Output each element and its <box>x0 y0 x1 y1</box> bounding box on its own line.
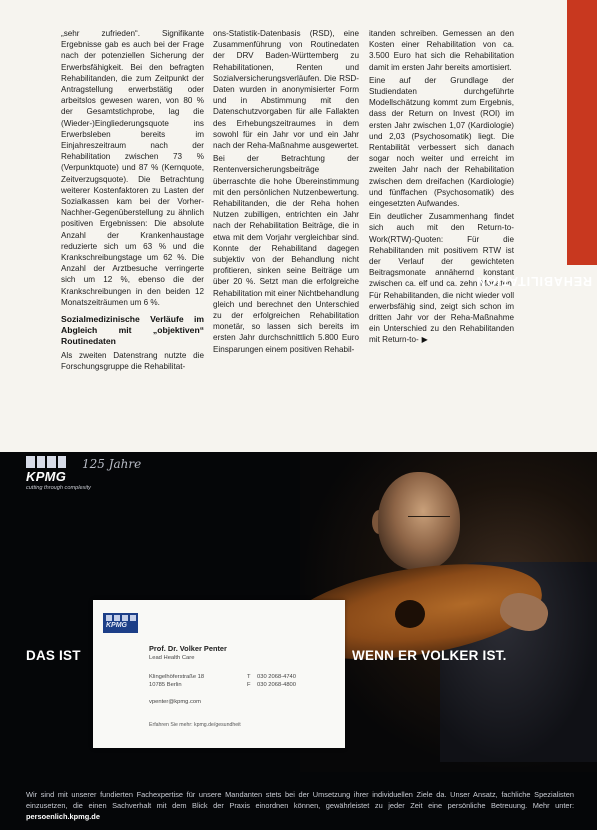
card-email: vpenter@kpmg.com <box>149 699 201 705</box>
article-paragraph: Als zweiten Datenstrang nutzte die Forschungsgruppe die Rehabilitat- <box>61 351 204 372</box>
ad-body-copy: Wir sind mit unserer fundierten Fachexpertise für unsere Mandanten stets bei der Umsetzung ihrer individuellen Ziele da. Unser Ansatz, fachliche Spezialisten einzusetzen, die einen Sachverhalt mit dem Blick der Praxis einordnen können, gewährleistet zu jeder Zeit eine persönliche Betreuung. Mehr unter: <box>26 790 574 810</box>
card-address-street: Klingelhöferstraße 18 <box>149 674 205 680</box>
glasses-image <box>408 516 450 522</box>
card-address-city: 10785 Berlin <box>149 682 182 688</box>
article-column-1 <box>61 28 204 374</box>
article-paragraph: ons-Statistik-Datenbasis (RSD), eine Zusammenführung von Routinedaten der DRV Baden-Württemberg zu Rehabilitationen, Renten und Sozialversicherungsverläufen. Die RSD-Daten wurden in anonymisierter Form und in Abstimmung mit den Datenschutzvorgaben für alle Fallakten des Erhebungszeitraumes in dem sowohl für ein Jahr vor und ein Jahr nach der Reha-Maßnahme ausgewertet. <box>213 29 359 151</box>
jubilee-signature: 125 Jahre <box>82 457 142 471</box>
article-paragraph: Eine auf der Grundlage der Studiendaten durchgeführte Modellschätzung kommt zum Ergebnis, dass der Return on Invest (ROI) im ersten Jahr zwischen 1,07 (Kardiologie) und 2,03 (Psychosomatik) liegt. Die Rentabilität verbessert sich danach sogar noch weiter und erreicht im zweiten Jahr nach der Rehabilitation zwischen dem dreifachen (Kardiologie) und fünffachen (Psychosomatik) des eingesetzten Aufwandes. <box>369 75 514 209</box>
article-column-3 <box>369 28 514 348</box>
headline-right: WENN ER VOLKER IST. <box>352 648 507 663</box>
card-tel: 030 2068-4740 <box>257 674 297 680</box>
ad-link[interactable]: persoenlich.kpmg.de <box>26 812 100 821</box>
article-paragraph: „sehr zufrieden“. Signifikante Ergebnisse gab es auch bei der Frage nach der potenziellen Sicherung der Erwerbsfähigkeit. Bei den befragten Rehabilitanden, die zum Zeitpunkt der Antragstellung erwerbstätig oder arbeitslos gewesen waren, von 80 % der Gesamtstichprobe, lag die (Wieder-)Eingliederungsquote ins Erwerbsleben bereits im Einjahreszeitraum nach der Rehabilitation zwischen 73 % (Verpunktquote) und 87 % (Kernquote, Zeitverzugsquote). Die Betrachtung weiterer Kostenfaktoren zu Lasten der Sozialkassen kam bei der Vorher-Nachher-Gegenüberstellung zu ähnlich positiven Ergebnissen: Die absolute Anzahl der Krankenhaustage reduzierte sich um 63 % und die Krankschreibungstage um 62 %. Die Anzahl der Arztbesuche verringerte sich um 12 %, ebenso die der Krankschreibungen in den beiden 12 Monatszeiträumen um 6 %. <box>61 29 204 307</box>
section-tab-rotator <box>475 223 592 288</box>
business-card <box>93 600 345 748</box>
card-kpmg-logo-icon <box>103 613 138 633</box>
card-tel-label: T <box>247 674 251 680</box>
card-fax-label: F <box>247 682 251 688</box>
card-fax: 030 2068-4800 <box>257 682 297 688</box>
card-name: Prof. Dr. Volker Penter <box>149 644 227 653</box>
article-column-2 <box>213 28 359 357</box>
article-subheading: Sozialmedizinische Verläufe im Abgleich mit „objektiven“ Routinedaten <box>61 314 204 347</box>
article-paragraph: itanden schreiben. Gemessen an den Kosten einer Rehabilitation von ca. 3.500 Euro hat sich die Rehabilitation damit im ersten Jahr bereits amortisiert. <box>369 29 514 72</box>
section-tab-label: REHABILITATION <box>475 274 592 288</box>
article-paragraph: Bei der Betrachtung der Rentenversicherungsbeiträge überraschte die hohe Übereinstimmung mit den persönlichen Nutzenbewertung. Rehabilitanden, die der Reha hohen Nutzen zubilligen, entrichten ein Jahr nach der Rehabilitation Beiträge, die in etwa mit dem Vorjahr vergleichbar sind. Konnte der Rehabilitand dagegen subjektiv von der Behandlung nicht profitieren, sinken seine Beiträge um über 20 %. Setzt man die erfolgreiche Rehabilitation mit einer Nichtbehandlung gleich und berechnet den Unterschied zu der erfolgreichen Rehabilitation monetär, so lassen sich bereits im ersten Jahr durchschnittlich 5.800 Euro Einsparungen einem positiven Rehabil- <box>213 154 359 354</box>
kpmg-logo-wordmark: KPMG <box>26 469 67 484</box>
continue-arrow-icon: ▶ <box>421 335 428 345</box>
article-paragraph-text: Ein deutlicher Zusammenhang findet sich auch mit den Return-to-Work(RTW)-Quoten: Für die Rehabilitanden mit positivem RTW ist der Verlauf der gewichteten Beitragsmonate annähernd konstant zwischen ca. elf und ca. zehn Monaten. Für Rehabilitanden, die nicht wieder voll erwerbsfähig sind, zeigt sich schon im dritten Jahr vor der Reha-Maßnahme ein Unterschied zu den Rehabilitanden mit Return-to- <box>369 212 514 345</box>
ad-body-text <box>26 789 574 822</box>
kpmg-advertisement <box>0 452 597 830</box>
kpmg-logo-icon <box>26 456 66 468</box>
headline-left: DAS IST <box>26 648 81 663</box>
card-website: Erfahren Sie mehr: kpmg.de/gesundheit <box>149 722 241 728</box>
card-role: Lead Health Care <box>149 655 195 661</box>
guitar-soundhole-image <box>395 600 425 628</box>
kpmg-tagline: cutting through complexity <box>26 485 91 491</box>
card-logo-word: KPMG <box>106 622 127 629</box>
section-tab <box>475 0 597 288</box>
